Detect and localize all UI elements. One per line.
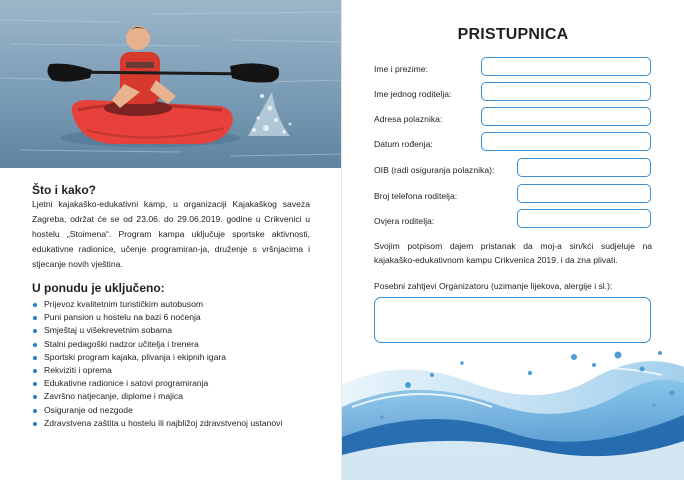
consent-text: Svojim potpisom dajem pristanak da moj-a sin/kći sudjeluje na kajakaško-edukativnom kampu Crikvenica 2019. i da zna plivati. [374,241,652,265]
water-wave-graphic [342,345,684,480]
address-label: Adresa polaznika: [374,114,443,124]
application-form-panel [342,0,684,480]
special-requests-field[interactable] [374,297,651,343]
list-item: Stalni pedagoški nadzor učitelja i trenera [32,338,322,351]
address-field[interactable] [481,107,651,126]
list-item: Osiguranje od nezgode [32,404,322,417]
list-item: Zdravstvena zaštita u hostelu ili najbližoj zdravstvenoj ustanovi [32,417,322,430]
parent-signature-field[interactable] [517,209,651,228]
what-how-heading: Što i kako? [32,183,97,197]
birth-date-label: Datum rođenja: [374,139,433,149]
full-name-field[interactable] [481,57,651,76]
parent-name-label: Ime jednog roditelja: [374,89,452,99]
birth-date-field[interactable] [481,132,651,151]
list-item: Rekviziti i oprema [32,364,322,377]
offer-list [32,298,322,430]
parent-signature-label: Ovjera roditelja: [374,216,435,226]
parent-name-field[interactable] [481,82,651,101]
list-item: Završno natjecanje, diplome i majica [32,390,322,403]
list-item: Prijevoz kvalitetnim turističkim autobusom [32,298,322,311]
oib-label: OIB (radi osiguranja polaznika): [374,165,495,175]
special-requests-label: Posebni zahtjevi Organizatoru (uzimanje lijekova, alergije i sl.): [374,281,613,291]
parent-phone-field[interactable] [517,184,651,203]
list-item: Smještaj u višekrevetnim sobama [32,324,322,337]
intro-paragraph: Ljetni kajakaško-edukativni kamp, u organizaciji Kajakaškog saveza Zagreba, održat će se od 23.06. do 29.06.2019. godine u Crikvenici u hostelu „Stoimena“. Program kampa uključuje sportske aktivnosti, edukativne radionice, učenje programiran-ja, druženje s vršnjacima i stjecanje novih vještina. [32,199,310,269]
offer-heading: U ponudu je uključeno: [32,281,165,295]
list-item: Sportski program kajaka, plivanja i ekipnih igara [32,351,322,364]
form-title: PRISTUPNICA [457,26,569,43]
parent-phone-label: Broj telefona roditelja: [374,191,458,201]
kayak-photo [0,0,342,168]
list-item: Edukativne radionice i satovi programiranja [32,377,322,390]
left-panel [0,0,342,480]
full-name-label: Ime i prezime: [374,64,428,74]
list-item: Puni pansion u hostelu na bazi 6 noćenja [32,311,322,324]
oib-field[interactable] [517,158,651,177]
